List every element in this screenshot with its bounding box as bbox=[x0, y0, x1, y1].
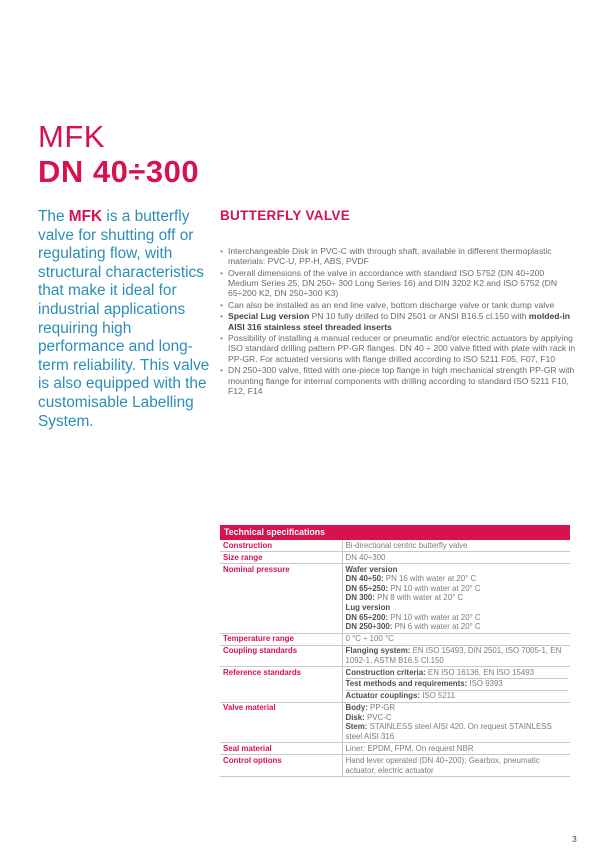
spec-value-line bbox=[346, 541, 569, 551]
spec-label: Construction bbox=[220, 540, 342, 551]
text-segment: DN 40÷300 bbox=[345, 552, 386, 562]
spec-value-line bbox=[346, 603, 569, 613]
spec-label: Control options bbox=[220, 755, 342, 777]
text-segment: Interchangeable Disk in PVC-C with through shaft, available in different thermoplastic materials: PVC-U, PP-H, ABS, PVDF bbox=[228, 246, 552, 267]
spec-value-line bbox=[346, 574, 569, 584]
spec-value bbox=[342, 633, 570, 645]
text-segment: Bi-directional centric butterfly valve bbox=[345, 540, 468, 550]
spec-value bbox=[342, 755, 570, 777]
spec-label: Temperature range bbox=[220, 633, 342, 645]
text-segment: PP-GR bbox=[367, 703, 396, 713]
list-item bbox=[220, 365, 576, 396]
text-segment: Liner: EPDM, FPM. On request NBR bbox=[345, 743, 474, 753]
text-segment: ISO 9393 bbox=[467, 679, 503, 689]
spec-value-line bbox=[346, 613, 569, 623]
spec-value bbox=[342, 667, 570, 703]
page-title bbox=[38, 120, 199, 190]
bold-text: Disk: bbox=[345, 712, 365, 722]
text-segment: PVC-C bbox=[364, 712, 392, 722]
spec-value bbox=[342, 645, 570, 667]
intro-paragraph bbox=[38, 208, 220, 431]
text-segment: 0 °C ÷ 100 °C bbox=[345, 634, 394, 644]
text-segment: EN ISO 16136, EN ISO 15493 bbox=[425, 667, 535, 677]
bold-text: DN 65÷250: bbox=[345, 583, 388, 593]
spec-value-line bbox=[346, 722, 569, 741]
bold-text: Test methods and requirements: bbox=[345, 679, 468, 689]
text-segment: Can also be installed as an end line valve, bottom discharge valve or tank dump valve bbox=[228, 299, 555, 310]
spec-value-line bbox=[346, 690, 569, 701]
intro-highlight: MFK bbox=[68, 208, 103, 225]
bold-text: Special Lug version bbox=[228, 311, 310, 322]
bold-text: Stem: bbox=[345, 722, 368, 732]
spec-value-line bbox=[346, 553, 569, 563]
spec-value-line bbox=[346, 713, 569, 723]
spec-label: Seal material bbox=[220, 743, 342, 755]
text-segment: STAINLESS steel AISI 420. On request STAINLESS steel AISI 316 bbox=[345, 722, 552, 741]
bold-text: DN 300: bbox=[345, 593, 375, 603]
spec-value-line bbox=[346, 744, 569, 754]
intro-text: is a butterfly valve for shutting off or regulating flow, with structural characteristics that make it ideal for industrial applications requiring high performance and long-term reliability. This valve is also equipped with the customisable Labelling System. bbox=[38, 208, 210, 430]
list-item bbox=[220, 268, 576, 299]
intro-prefix: The bbox=[38, 208, 69, 225]
bold-text: Wafer version bbox=[345, 564, 398, 574]
spec-value-line bbox=[346, 678, 569, 689]
spec-label: Valve material bbox=[220, 702, 342, 743]
text-segment: DN 250÷300 valve, fitted with one-piece top flange in high mechanical strength PP-GR with mounting flange for internal components with drilling according to standard ISO 5211 F10, F12, F14 bbox=[228, 365, 575, 396]
table-row bbox=[220, 743, 570, 755]
text-segment: PN 16 with water at 20° C bbox=[383, 574, 477, 584]
bold-text: Lug version bbox=[345, 602, 391, 612]
bold-text: DN 250÷300: bbox=[345, 622, 393, 632]
text-segment: PN 10 with water at 20° C bbox=[388, 612, 481, 622]
product-size-range: DN 40÷300 bbox=[38, 154, 200, 189]
spec-value-line bbox=[346, 565, 569, 575]
feature-list bbox=[220, 246, 576, 397]
spec-label: Coupling standards bbox=[220, 645, 342, 667]
spec-value bbox=[342, 743, 570, 755]
spec-value-line bbox=[346, 593, 569, 603]
spec-value-line bbox=[346, 646, 569, 665]
spec-label: Size range bbox=[220, 551, 342, 563]
table-row bbox=[220, 755, 570, 777]
list-item bbox=[220, 300, 576, 310]
page-number: 3 bbox=[572, 834, 577, 844]
spec-value-line bbox=[346, 584, 569, 594]
table-row bbox=[220, 667, 570, 703]
product-name: MFK bbox=[38, 119, 105, 154]
spec-value bbox=[342, 563, 570, 633]
section-title: BUTTERFLY VALVE bbox=[220, 208, 351, 223]
text-segment: PN 8 with water at 20° C bbox=[374, 593, 464, 603]
bold-text: molded-in AISI 316 stainless steel threaded inserts bbox=[228, 311, 570, 332]
table-row bbox=[220, 645, 570, 667]
table-row bbox=[220, 551, 570, 563]
list-item bbox=[220, 311, 576, 332]
table-row bbox=[220, 702, 570, 743]
list-item bbox=[220, 333, 576, 364]
spec-value bbox=[342, 551, 570, 563]
text-segment: PN 10 fully drilled to DIN 2501 or ANSI B16.5 cl.150 with bbox=[309, 311, 529, 322]
spec-value-line bbox=[346, 756, 569, 775]
spec-value bbox=[342, 702, 570, 743]
bold-text: Construction criteria: bbox=[345, 667, 426, 677]
text-segment: ISO 5211 bbox=[420, 691, 455, 701]
bold-text: DN 65÷200: bbox=[345, 612, 388, 622]
table-row bbox=[220, 540, 570, 551]
text-segment: Possibility of installing a manual reducer or pneumatic and/or electric actuators by applying ISO standard drilling pattern PP-GR flanges. DN 40 ÷ 200 valve fitted with plate with rack in PP-GR. For actuated versions with flange drilled according to ISO 5211 F05, F07, F10 bbox=[228, 333, 576, 364]
text-segment: Overall dimensions of the valve in accordance with standard ISO 5752 (DN 40÷200 Medium Series 25, DN 250÷ 300 Long Series 16) and DIN 3202 K2 and ISO 5752 (DN 65÷200 K2, DN 250÷300 K3) bbox=[228, 267, 558, 299]
spec-value-line bbox=[346, 622, 569, 632]
spec-value bbox=[342, 540, 570, 551]
table-caption: Technical specifications bbox=[220, 525, 570, 540]
bold-text: Flanging system: bbox=[345, 646, 411, 656]
spec-value-line bbox=[346, 634, 569, 644]
spec-value-line bbox=[346, 703, 569, 713]
list-item bbox=[220, 246, 576, 267]
text-segment: PN 10 with water at 20° C bbox=[388, 583, 481, 593]
table-row bbox=[220, 633, 570, 645]
table-row bbox=[220, 563, 570, 633]
bold-text: Actuator couplings: bbox=[345, 691, 421, 701]
spec-label: Reference standards bbox=[220, 667, 342, 703]
text-segment: PN 6 with water at 20° C bbox=[392, 622, 481, 632]
bold-text: Body: bbox=[345, 703, 368, 713]
spec-value-line bbox=[346, 668, 569, 678]
spec-label: Nominal pressure bbox=[220, 563, 342, 633]
text-segment: Hand lever operated (DN 40÷200); Gearbox, pneumatic actuator, electric actuator bbox=[345, 755, 540, 775]
bold-text: DN 40÷50: bbox=[345, 574, 384, 584]
text-segment: EN ISO 15493, DIN 2501, ISO 7005-1, EN 1092-1, ASTM B16.5 Cl.150 bbox=[345, 646, 562, 665]
technical-specifications-table bbox=[220, 525, 570, 777]
